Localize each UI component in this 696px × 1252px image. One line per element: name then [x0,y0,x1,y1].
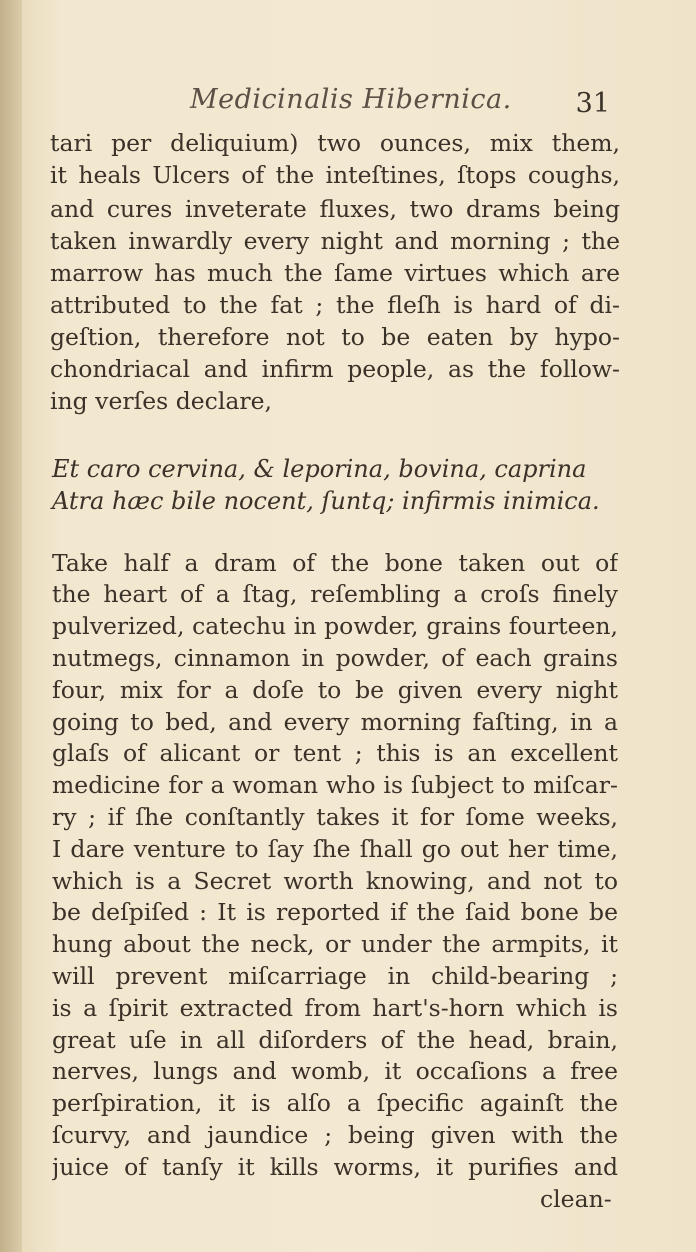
text-line: great uſe in all diſorders of the head, brain, [52,1026,618,1054]
text-line: chondriacal and infirm people, as the follow- [50,355,620,383]
catchword: clean- [540,1185,612,1213]
running-title: Medicinalis Hibernica. [190,84,512,115]
latin-verse-line: Et caro cervina, & leporina, bovina, caprina [52,455,587,483]
text-line: marrow has much the ſame virtues which are [50,259,620,287]
text-line: which is a Secret worth knowing, and not to [52,867,618,895]
text-line: ing verſes declare, [50,387,272,415]
text-line: juice of tanſy it kills worms, it purifies and [52,1153,618,1181]
text-line: glaſs of alicant or tent ; this is an excellent [52,739,618,767]
latin-verse-line: Atra hæc bile nocent, ſuntq; infirmis inimica. [52,487,600,515]
text-line: is a ſpirit extracted from hart's-horn which is [52,994,618,1022]
text-line: geſtion, therefore not to be eaten by hypo- [50,323,620,351]
text-line: the heart of a ſtag, reſembling a croſs finely [52,580,618,608]
text-line: hung about the neck, or under the armpits, it [52,930,618,958]
text-line: Take half a dram of the bone taken out of [52,549,618,577]
text-line: medicine for a woman who is ſubject to miſcar- [52,771,618,799]
text-line: taken inwardly every night and morning ; the [50,227,620,255]
text-line: four, mix for a doſe to be given every night [52,676,618,704]
page-header [190,80,630,120]
text-line: I dare venture to ſay ſhe ſhall go out her time, [52,835,618,863]
text-line: tari per deliquium) two ounces, mix them, [50,129,620,157]
text-line: will prevent miſcarriage in child-bearing ; [52,962,618,990]
text-line: perſpiration, it is alſo a ſpecific againſt the [52,1089,618,1117]
text-line: be deſpiſed : It is reported if the ſaid bone be [52,898,618,926]
page-gutter [0,0,22,1252]
text-line: going to bed, and every morning faſting, in a [52,708,618,736]
text-line: attributed to the fat ; the fleſh is hard of di- [50,291,620,319]
text-line: nutmegs, cinnamon in powder, of each grains [52,644,618,672]
page-number: 31 [575,88,610,119]
text-line: and cures inveterate fluxes, two drams being [50,195,620,223]
text-line: it heals Ulcers of the inteſtines, ſtops coughs, [50,161,620,189]
text-line: nerves, lungs and womb, it occaſions a free [52,1057,618,1085]
text-line: ry ; if ſhe conſtantly takes it for ſome weeks, [52,803,618,831]
text-line: pulverized, catechu in powder, grains fourteen, [52,612,618,640]
text-line: ſcurvy, and jaundice ; being given with the [52,1121,618,1149]
